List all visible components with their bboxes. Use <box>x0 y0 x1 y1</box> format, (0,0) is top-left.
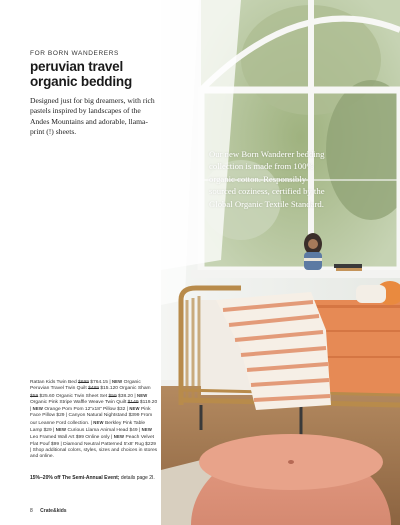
product-text: Pink Face Pillow $29 | Canyon Natural Nightstand $399 From our Leanne Ford collection. | <box>30 407 153 426</box>
pillow <box>356 285 386 303</box>
old-price: $59 <box>30 393 39 399</box>
brand-logo: Crate&kids <box>40 508 67 514</box>
new-badge: NEW <box>55 427 67 433</box>
text-column <box>0 0 161 525</box>
bedroom-photo <box>161 0 400 525</box>
bedroom-illustration <box>161 0 400 525</box>
product-text: Peach Velvet Flat Pouf $99 | Diamond Neutral Patterned 5'x8' Rug $229 | Shop additional colors, styles, sizes and choices in stores and online. <box>30 435 158 460</box>
old-price: $59 <box>108 393 117 399</box>
product-text: $15.120 Organic Sham <box>98 386 151 392</box>
intro-paragraph: Designed just for big dreamers, with rich pastels inspired by landscapes of the Andes Mountains and adorable, llama-print (!) sheets. <box>30 96 155 136</box>
eyebrow-label: FOR BORN WANDERERS <box>30 50 119 57</box>
product-text: $764.15 | <box>88 380 112 385</box>
book <box>334 264 362 268</box>
page-number: 8 <box>30 508 33 514</box>
product-text: $119.20 | <box>30 399 158 413</box>
promo-note <box>30 475 158 481</box>
new-badge: NEW <box>129 406 140 412</box>
product-text: Leo Framed Wall Art $99 Online only | <box>30 435 114 441</box>
old-price: $699 <box>78 380 89 385</box>
product-text: Berkley Pink Table Lamp $29 | <box>30 420 146 434</box>
product-text: Curious Llama Animal Head $49 | <box>66 428 142 434</box>
product-text: Orange Pom Pom 12"x18" Pillow $32 | <box>43 407 130 413</box>
product-text: Organic Pink Stripe Waffle Weave Twin Quilt <box>30 399 128 405</box>
product-list <box>30 379 158 461</box>
old-price: $149 <box>127 399 139 405</box>
window-sill <box>191 270 400 278</box>
new-badge: NEW <box>141 427 152 433</box>
promo-details: details page 2I. <box>119 475 155 481</box>
photo-caption: Our new Born Wanderer bedding collection is made from 100% organic cotton. Responsibly sourced coziness, certified by the Global Organic Textile Standard. <box>209 149 325 209</box>
page-footer <box>30 508 67 514</box>
duvet-stitch <box>311 305 400 308</box>
product-text: Organic Peruvian Travel Twin Quilt <box>30 380 141 392</box>
new-badge: NEW <box>93 419 104 425</box>
product-text: $38.20 | <box>116 393 137 399</box>
new-badge: NEW <box>32 406 44 412</box>
llama-doll <box>304 233 322 270</box>
new-badge: NEW <box>111 379 123 384</box>
new-badge: NEW <box>136 392 148 398</box>
promo-headline: 15%–20% off The Semi-Annual Event; <box>30 475 120 481</box>
book <box>336 268 362 271</box>
old-price: $489 <box>88 386 99 392</box>
velvet-pouf <box>191 434 391 525</box>
page-title: peruvian travel organic bedding <box>30 59 133 89</box>
product-text: Rattan Kids Twin Bed <box>30 380 79 385</box>
product-text: $25.60 Organic Twin Sheet Set <box>38 393 109 399</box>
new-badge: NEW <box>113 434 125 440</box>
